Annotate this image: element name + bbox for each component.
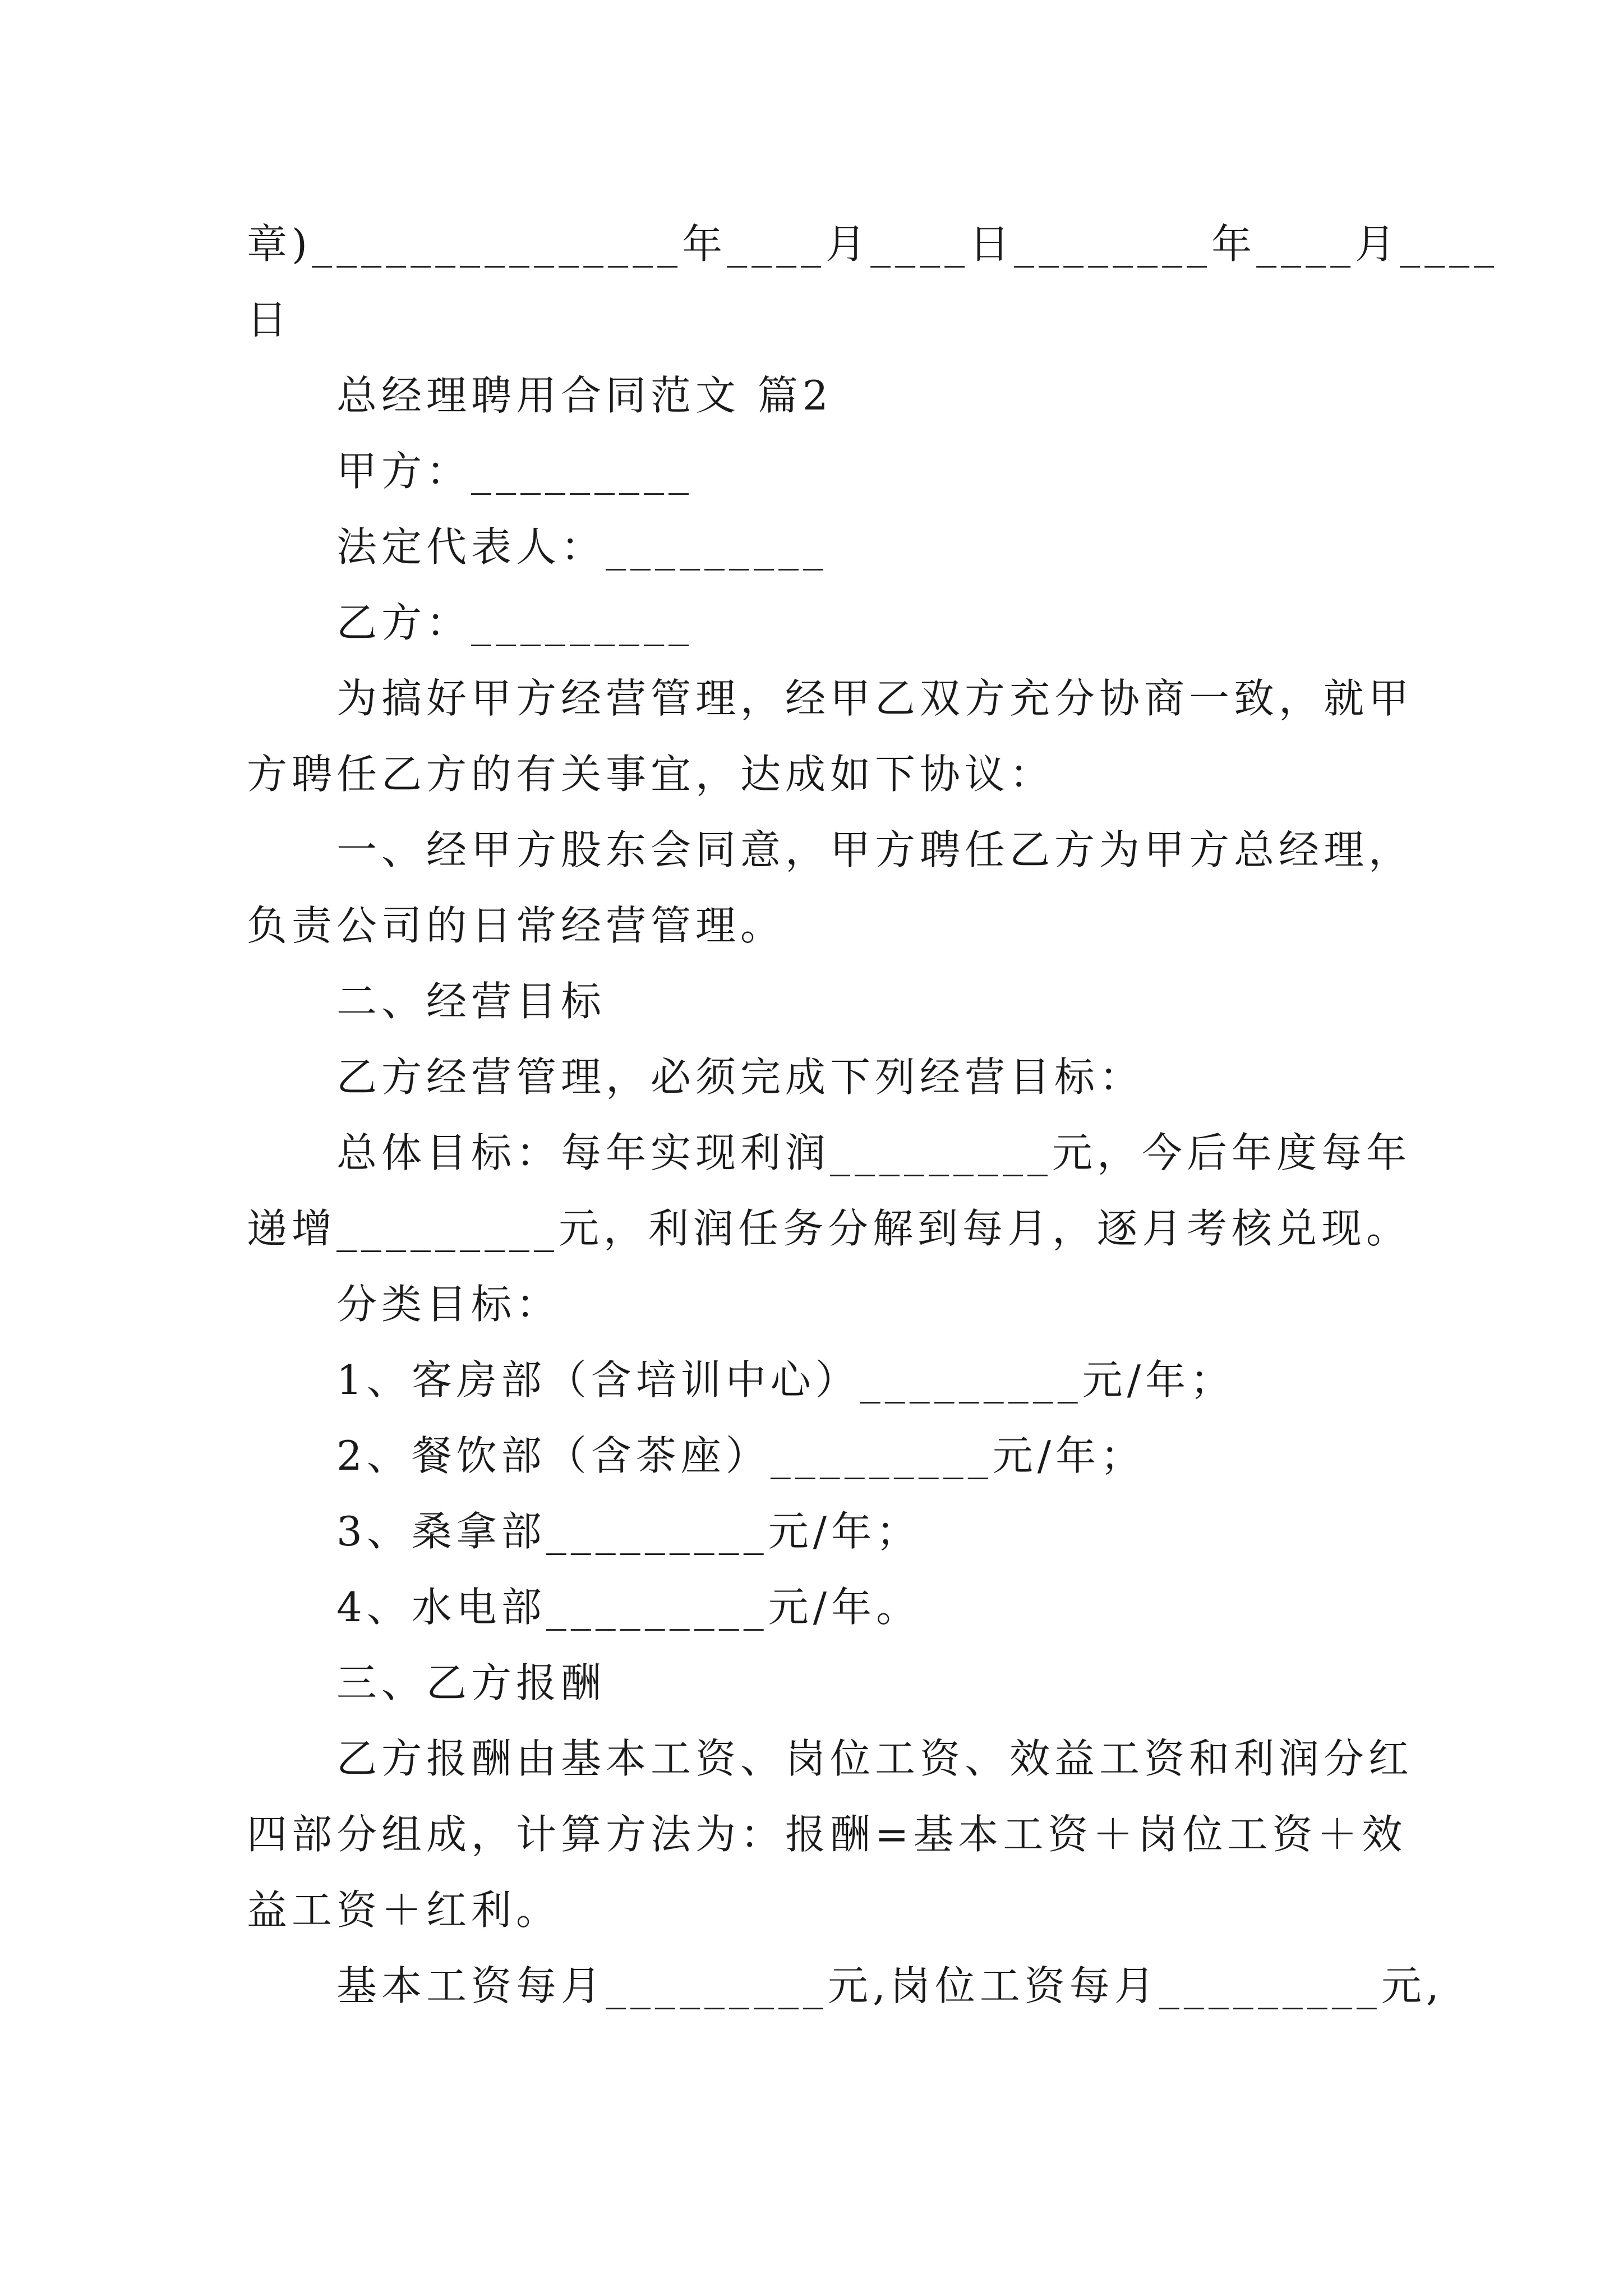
category-target-heading: 分类目标： <box>336 1281 561 1328</box>
remuneration-text-1: 乙方报酬由基本工资、岗位工资、效益工资和利润分红 <box>336 1735 1414 1782</box>
text-line-signature-dates: 章)_______________年____月____日________年____月____ <box>247 220 1499 268</box>
paragraph-intro-1: 为搞好甲方经营管理，经甲乙双方充分协商一致，就甲 <box>336 675 1414 722</box>
target-item-2: 2、餐饮部（含茶座）_________元/年； <box>336 1432 1146 1479</box>
clause-one-2: 负责公司的日常经营管理。 <box>247 902 786 949</box>
salary-line: 基本工资每月_________元,岗位工资每月_________元, <box>336 1962 1444 2009</box>
section-title: 总经理聘用合同范文 篇2 <box>336 372 833 419</box>
text-line-day: 日 <box>247 296 292 343</box>
party-a-line: 甲方：_________ <box>336 448 694 495</box>
overall-target-1: 总体目标：每年实现利润_________元，今后年度每年 <box>336 1129 1412 1176</box>
clause-two-text: 乙方经营管理，必须完成下列经营目标： <box>336 1053 1145 1101</box>
party-b-line: 乙方：_________ <box>336 599 694 646</box>
clause-three-heading: 三、乙方报酬 <box>336 1659 606 1706</box>
target-item-3: 3、桑拿部_________元/年； <box>336 1508 921 1555</box>
remuneration-text-3: 益工资＋红利。 <box>247 1887 561 1934</box>
target-item-1: 1、客房部（含培训中心）_________元/年； <box>336 1356 1235 1404</box>
remuneration-text-2: 四部分组成，计算方法为：报酬=基本工资＋岗位工资＋效 <box>247 1811 1407 1858</box>
clause-one-1: 一、经甲方股东会同意，甲方聘任乙方为甲方总经理， <box>336 826 1414 873</box>
overall-target-2: 递增_________元，利润任务分解到每月，逐月考核兑现。 <box>247 1205 1412 1252</box>
legal-representative-line: 法定代表人：_________ <box>336 523 828 570</box>
clause-two-heading: 二、经营目标 <box>336 978 606 1025</box>
target-item-4: 4、水电部_________元/年。 <box>336 1584 921 1631</box>
paragraph-intro-2: 方聘任乙方的有关事宜，达成如下协议： <box>247 751 1055 798</box>
